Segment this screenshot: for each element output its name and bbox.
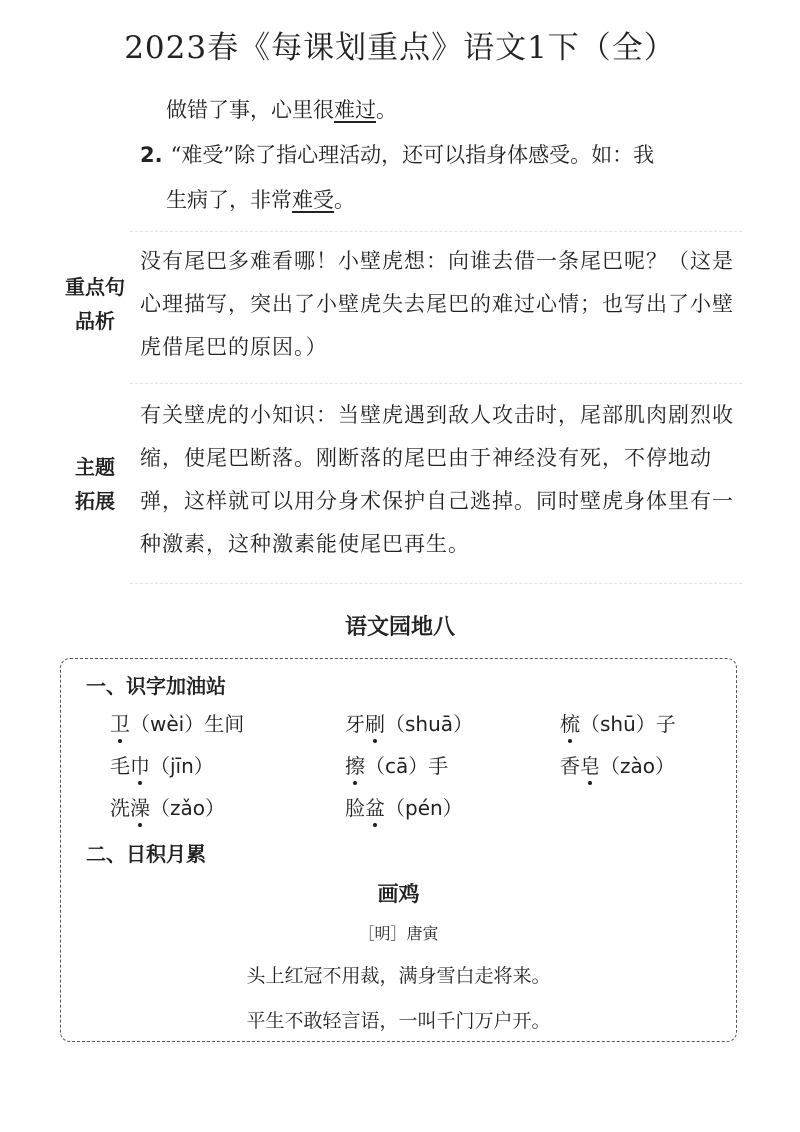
text-segment: 做错了事，心里很: [166, 98, 334, 122]
item-text: “难受”除了指心理活动，还可以指身体感受。如：我: [170, 143, 655, 167]
emphasis-char: 巾: [130, 750, 150, 779]
heading-daily-accumulation: 二、日积月累: [86, 842, 206, 866]
label-line: 主题: [75, 455, 115, 479]
underlined-word: 难过: [334, 98, 376, 122]
word-char: 脸: [345, 796, 365, 820]
word-char: 牙: [345, 712, 365, 736]
underlined-word: 难受: [292, 188, 334, 212]
poem-line: 头上红冠不用裁，满身雪白走将来。: [246, 965, 551, 987]
section-title: 语文园地八: [344, 615, 455, 640]
pinyin: （shuā）: [385, 712, 474, 736]
word-char: 香: [560, 754, 580, 778]
vocab-word: [560, 708, 676, 737]
pinyin: （shū）: [580, 712, 656, 736]
label-line: 拓展: [75, 489, 115, 513]
pinyin: （wèi）: [130, 712, 205, 736]
poem-line: 平生不敢轻言语，一叫千门万户开。: [246, 1010, 551, 1032]
emphasis-char: 卫: [110, 708, 130, 737]
label-line: 品析: [75, 309, 115, 333]
numbered-item-2: [140, 133, 654, 177]
text-segment: 。: [334, 188, 355, 212]
pinyin: （jīn）: [150, 754, 214, 778]
vocab-word: [110, 750, 214, 779]
word-char: 子: [655, 712, 676, 736]
emphasis-char: 皂: [580, 750, 600, 779]
poem-author: ［明］唐寅: [358, 924, 439, 943]
emphasis-char: 盆: [365, 792, 385, 821]
pinyin: （cā）: [365, 754, 429, 778]
poem-title: 画鸡: [377, 882, 420, 906]
label-line: 重点句: [65, 275, 125, 299]
vocab-word: [560, 750, 675, 779]
emphasis-char: 擦: [345, 750, 365, 779]
theme-label: [55, 450, 135, 518]
vocab-word: [345, 708, 473, 737]
text-segment: 生病了，非常: [166, 188, 292, 212]
page-header-title: 2023春《每课划重点》语文1下（全）: [124, 30, 676, 66]
continuation-line: [166, 178, 355, 222]
word-char: 手: [428, 754, 449, 778]
pinyin: （zǎo）: [150, 796, 225, 820]
vocab-word: [345, 792, 463, 821]
pinyin: （zào）: [600, 754, 675, 778]
word-char: 洗: [110, 796, 130, 820]
word-char: 生间: [204, 712, 245, 736]
continuation-line: [166, 88, 397, 132]
dashed-separator: [130, 583, 742, 584]
dashed-separator: [130, 231, 742, 232]
dashed-separator: [130, 383, 742, 384]
vocab-word: [345, 750, 448, 779]
emphasis-char: 梳: [560, 708, 580, 737]
emphasis-char: 刷: [365, 708, 385, 737]
vocab-word: [110, 792, 225, 821]
pinyin: （pén）: [385, 796, 463, 820]
key-sentence-text: 没有尾巴多难看哪！小壁虎想：向谁去借一条尾巴呢？（这是心理描写，突出了小壁虎失去尾巴的难过心情；也写出了小壁虎借尾巴的原因。）: [140, 249, 734, 359]
word-char: 毛: [110, 754, 130, 778]
theme-text: 有关壁虎的小知识：当壁虎遇到敌人攻击时，尾部肌肉剧烈收缩，使尾巴断落。刚断落的尾巴由于神经没有死，不停地动弹，这样就可以用分身术保护自己逃掉。同时壁虎身体里有一种激素，这种激素能使尾巴再生。: [140, 403, 734, 556]
text-segment: 。: [376, 98, 397, 122]
vocab-word: [110, 708, 244, 737]
item-number: 2.: [140, 143, 163, 167]
key-sentence-label: [55, 270, 135, 338]
emphasis-char: 澡: [130, 792, 150, 821]
heading-literacy: 一、识字加油站: [86, 674, 226, 698]
